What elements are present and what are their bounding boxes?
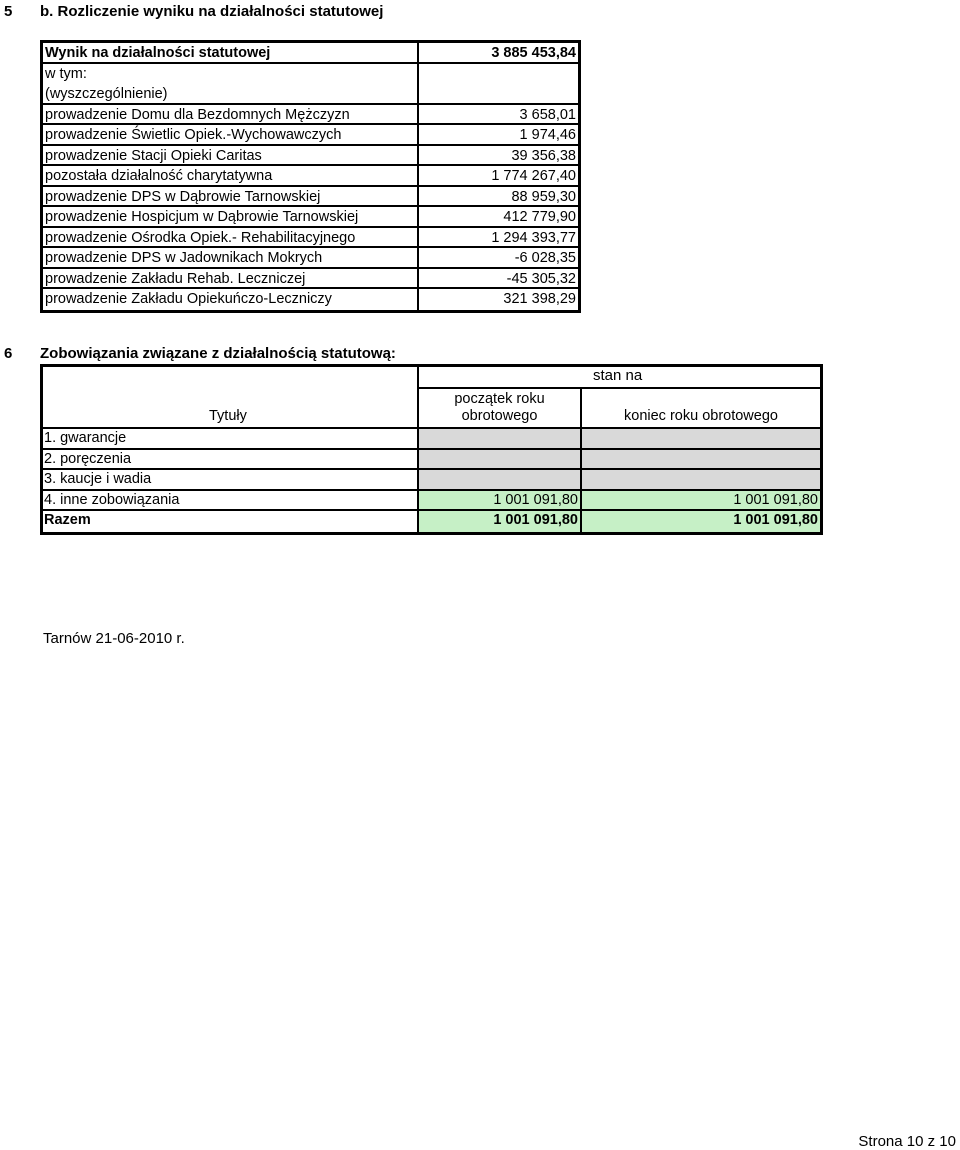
table-row <box>43 248 578 269</box>
row-label: prowadzenie Świetlic Opiek.-Wychowawczych <box>43 125 419 144</box>
row-value: 321 398,29 <box>419 289 578 310</box>
row-label: 3. kaucje i wadia <box>43 470 419 489</box>
row-start-value <box>419 450 582 469</box>
section-6-number: 6 <box>4 345 13 362</box>
header-end: koniec roku obrotowego <box>624 408 778 424</box>
result-settlement-table <box>40 40 581 313</box>
header-dates-cell <box>419 367 820 427</box>
row-end-value <box>582 429 820 448</box>
row-value: 1 974,46 <box>419 125 578 144</box>
table-row <box>43 470 820 491</box>
row-start-value: 1 001 091,80 <box>419 511 582 532</box>
row-label: prowadzenie Ośrodka Opiek.- Rehabilitacyjnego <box>43 228 419 247</box>
table-row <box>43 146 578 167</box>
row-label: 1. gwarancje <box>43 429 419 448</box>
row-label: prowadzenie DPS w Jadownikach Mokrych <box>43 248 419 267</box>
header-start-line2: obrotowego <box>461 408 538 424</box>
header-start-line1: początek roku <box>454 391 545 407</box>
table-row <box>43 450 820 471</box>
table-row <box>43 105 578 126</box>
table-row <box>43 269 578 290</box>
table-row-total <box>43 511 820 532</box>
row-end-value <box>582 450 820 469</box>
row-label: prowadzenie Hospicjum w Dąbrowie Tarnowskiej <box>43 207 419 226</box>
row-label: prowadzenie Zakładu Rehab. Leczniczej <box>43 269 419 288</box>
row-start-value <box>419 470 582 489</box>
row-value: 39 356,38 <box>419 146 578 165</box>
table-row <box>43 64 578 85</box>
row-value: 1 294 393,77 <box>419 228 578 247</box>
row-end-value <box>582 470 820 489</box>
row-value <box>419 64 578 85</box>
header-start-cell <box>419 387 582 427</box>
row-start-value <box>419 429 582 448</box>
row-label: w tym: <box>43 64 419 85</box>
liabilities-table <box>40 364 823 535</box>
header-titles-cell <box>43 367 419 427</box>
row-label: prowadzenie Domu dla Bezdomnych Mężczyzn <box>43 105 419 124</box>
row-label: 4. inne zobowiązania <box>43 491 419 510</box>
row-start-value: 1 001 091,80 <box>419 491 582 510</box>
table-row <box>43 43 578 64</box>
header-titles: Tytuły <box>209 408 247 424</box>
section-6-title: Zobowiązania związane z działalnością statutową: <box>40 345 396 362</box>
row-value: 88 959,30 <box>419 187 578 206</box>
row-value: 3 885 453,84 <box>419 43 578 62</box>
page-number: Strona 10 z 10 <box>858 1133 956 1150</box>
table-row <box>43 166 578 187</box>
header-stan-na: stan na <box>593 367 643 384</box>
row-label: prowadzenie Zakładu Opiekuńczo-Leczniczy <box>43 289 419 310</box>
table-row <box>43 289 578 310</box>
table-row <box>43 228 578 249</box>
place-date: Tarnów 21-06-2010 r. <box>43 630 185 647</box>
row-label: Wynik na działalności statutowej <box>43 43 419 62</box>
table-row <box>43 125 578 146</box>
row-value: 3 658,01 <box>419 105 578 124</box>
table-row <box>43 429 820 450</box>
row-end-value: 1 001 091,80 <box>582 491 820 510</box>
row-value: 412 779,90 <box>419 207 578 226</box>
row-label: (wyszczególnienie) <box>43 84 419 103</box>
section-5-number: 5 <box>4 3 13 20</box>
table-header <box>43 367 820 429</box>
row-label: 2. poręczenia <box>43 450 419 469</box>
row-label: prowadzenie DPS w Dąbrowie Tarnowskiej <box>43 187 419 206</box>
row-label: Razem <box>43 511 419 532</box>
row-label: prowadzenie Stacji Opieki Caritas <box>43 146 419 165</box>
section-5-title: b. Rozliczenie wyniku na działalności statutowej <box>40 3 384 20</box>
header-end-cell <box>582 387 820 427</box>
row-end-value: 1 001 091,80 <box>582 511 820 532</box>
row-value <box>419 84 578 103</box>
table-row <box>43 491 820 512</box>
table-row <box>43 207 578 228</box>
row-value: 1 774 267,40 <box>419 166 578 185</box>
row-value: -45 305,32 <box>419 269 578 288</box>
table-row <box>43 187 578 208</box>
table-row <box>43 84 578 105</box>
row-label: pozostała działalność charytatywna <box>43 166 419 185</box>
row-value: -6 028,35 <box>419 248 578 267</box>
